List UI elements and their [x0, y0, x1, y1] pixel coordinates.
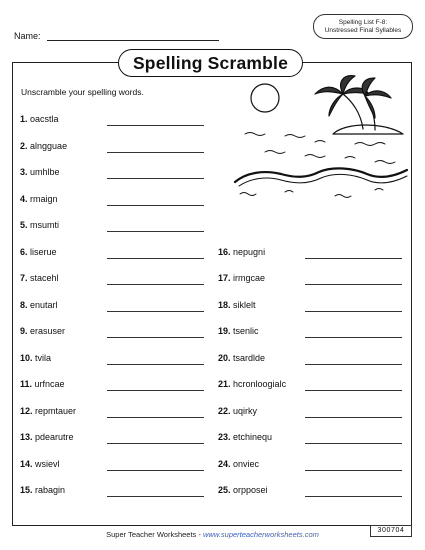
scrambled-word: [218, 326, 259, 336]
answer-line[interactable]: [305, 364, 402, 365]
scrambled-word: [218, 247, 265, 257]
water-waves-icon: [245, 133, 395, 164]
scrambled-word: [20, 220, 59, 230]
word-number: 6.: [20, 246, 28, 257]
scrambled-word: [20, 326, 65, 336]
spelling-list-topic: Unstressed Final Syllables: [324, 26, 402, 34]
scrambled-word: [20, 353, 51, 363]
scrambled-letters: pdearutre: [35, 432, 74, 442]
spelling-list-badge: [313, 14, 413, 39]
scrambled-letters: erasuser: [30, 326, 66, 336]
scrambled-word: [218, 432, 272, 442]
palm-trunk-icon: [343, 94, 363, 129]
word-number: 19.: [218, 326, 231, 336]
island-icon: [333, 125, 403, 134]
word-number: 2.: [20, 140, 28, 151]
answer-line[interactable]: [107, 231, 204, 232]
scrambled-letters: nepugni: [233, 246, 266, 257]
answer-line[interactable]: [107, 311, 204, 312]
scrambled-letters: repmtauer: [35, 405, 77, 416]
scrambled-word: [218, 379, 286, 389]
answer-line[interactable]: [305, 258, 402, 259]
scrambled-word: [20, 485, 65, 495]
footer: [0, 530, 425, 539]
answer-line[interactable]: [107, 337, 204, 338]
answer-line[interactable]: [107, 417, 204, 418]
word-number: 1.: [20, 114, 28, 124]
scrambled-letters: siklelt: [233, 299, 256, 310]
answer-line[interactable]: [107, 443, 204, 444]
word-number: 12.: [20, 405, 33, 416]
word-number: 7.: [20, 273, 28, 283]
word-number: 22.: [218, 405, 231, 416]
worksheet-code: 300704: [370, 525, 412, 537]
word-number: 25.: [218, 485, 231, 495]
scrambled-letters: tsardlde: [233, 352, 266, 363]
word-number: 18.: [218, 299, 231, 310]
name-line[interactable]: [47, 40, 219, 41]
answer-line[interactable]: [107, 470, 204, 471]
answer-line[interactable]: [305, 496, 402, 497]
scrambled-letters: rabagin: [35, 485, 66, 495]
scrambled-word: [20, 114, 59, 124]
answer-line[interactable]: [305, 443, 402, 444]
scrambled-word: [20, 273, 59, 283]
word-number: 23.: [218, 432, 231, 442]
word-number: 10.: [20, 352, 33, 363]
scrambled-letters: tvila: [35, 352, 52, 363]
word-number: 13.: [20, 432, 33, 442]
spelling-list-number: Spelling List F-8:: [338, 18, 388, 26]
answer-line[interactable]: [107, 258, 204, 259]
scrambled-letters: stacehl: [30, 273, 59, 283]
island-beach-illustration: [225, 74, 410, 224]
scrambled-word: [20, 459, 60, 469]
scrambled-letters: wsievl: [35, 458, 60, 469]
answer-line[interactable]: [107, 364, 204, 365]
scrambled-letters: uqirky: [233, 405, 258, 416]
scrambled-letters: urfncae: [34, 379, 65, 389]
answer-line[interactable]: [107, 152, 204, 153]
word-number: 15.: [20, 485, 33, 495]
scrambled-word: [20, 141, 67, 151]
scrambled-letters: enutarl: [30, 299, 58, 310]
word-number: 16.: [218, 246, 231, 257]
answer-line[interactable]: [107, 496, 204, 497]
scrambled-word: [218, 353, 265, 363]
scrambled-word: [218, 459, 259, 469]
instructions: Unscramble your spelling words.: [21, 87, 144, 97]
word-number: 5.: [20, 220, 28, 230]
scrambled-letters: irmgcae: [233, 273, 266, 283]
scrambled-word: [218, 485, 268, 495]
scrambled-letters: hcronloogialc: [233, 379, 287, 389]
scrambled-letters: orpposei: [233, 485, 268, 495]
shoreline-icon: [235, 168, 407, 182]
answer-line[interactable]: [107, 125, 204, 126]
scrambled-word: [218, 406, 257, 416]
word-number: 4.: [20, 193, 28, 204]
answer-line[interactable]: [305, 311, 402, 312]
scrambled-word: [20, 379, 65, 389]
answer-line[interactable]: [305, 284, 402, 285]
worksheet-title: Spelling Scramble: [118, 49, 303, 77]
answer-line[interactable]: [305, 337, 402, 338]
answer-line[interactable]: [107, 284, 204, 285]
answer-line[interactable]: [305, 417, 402, 418]
footer-brand: Super Teacher Worksheets: [106, 530, 197, 539]
sun-icon: [251, 84, 279, 112]
scrambled-letters: etchinequ: [233, 432, 273, 442]
footer-separator: -: [196, 530, 203, 539]
scrambled-letters: msumti: [30, 220, 60, 230]
name-label: Name:: [14, 31, 41, 41]
answer-line[interactable]: [107, 390, 204, 391]
scrambled-word: [20, 167, 60, 177]
shore-waves-icon: [240, 189, 383, 198]
answer-line[interactable]: [305, 470, 402, 471]
footer-url[interactable]: www.superteacherworksheets.com: [202, 530, 319, 539]
answer-line[interactable]: [107, 205, 204, 206]
word-number: 3.: [20, 167, 28, 177]
word-number: 8.: [20, 299, 28, 310]
word-number: 11.: [20, 379, 33, 389]
word-number: 17.: [218, 273, 231, 283]
scrambled-letters: rmaign: [30, 193, 58, 204]
scrambled-letters: tsenlic: [233, 326, 259, 336]
scrambled-word: [20, 194, 58, 204]
scrambled-word: [20, 300, 58, 310]
answer-line[interactable]: [305, 390, 402, 391]
scrambled-word: [218, 273, 265, 283]
scrambled-letters: liserue: [30, 246, 57, 257]
scrambled-word: [20, 247, 57, 257]
scrambled-letters: onviec: [233, 458, 260, 469]
scrambled-letters: umhlbe: [30, 167, 60, 177]
word-number: 21.: [218, 379, 231, 389]
scrambled-word: [20, 432, 74, 442]
scrambled-letters: alngguae: [30, 140, 68, 151]
word-number: 9.: [20, 326, 28, 336]
word-number: 20.: [218, 352, 231, 363]
word-number: 14.: [20, 458, 33, 469]
word-number: 24.: [218, 458, 231, 469]
answer-line[interactable]: [107, 178, 204, 179]
scrambled-letters: oacstla: [30, 114, 59, 124]
palm-fronds-icon: [315, 76, 391, 118]
scrambled-word: [20, 406, 76, 416]
scrambled-word: [218, 300, 256, 310]
